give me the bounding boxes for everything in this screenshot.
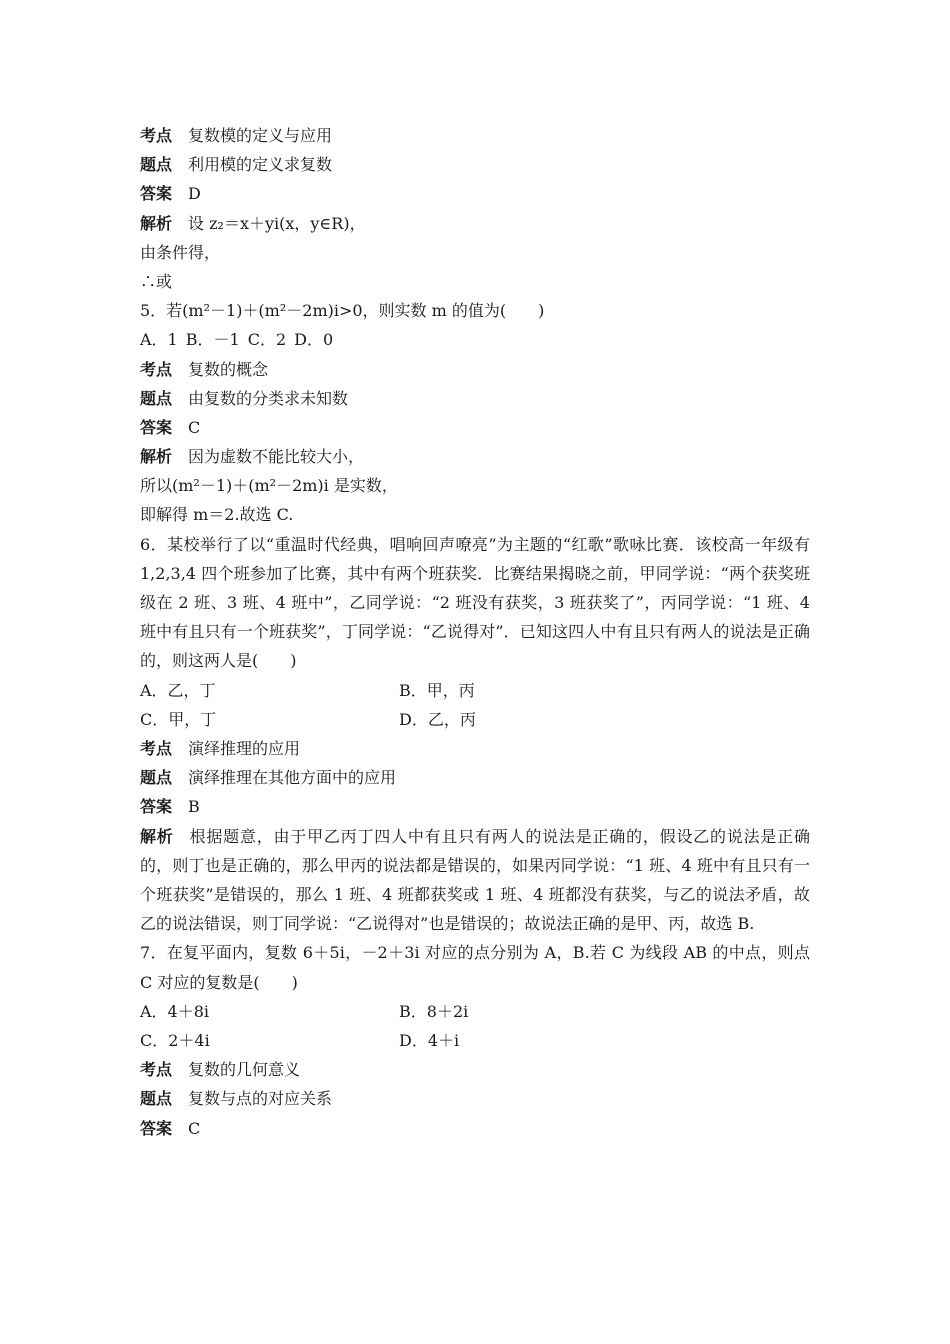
analysis-line <box>140 442 810 471</box>
option-c: C．2＋4i <box>140 1030 210 1050</box>
analysis-line <box>140 209 810 238</box>
answer-text: B <box>188 797 200 817</box>
tidian-text: 利用模的定义求复数 <box>188 155 333 175</box>
tidian-line <box>140 763 810 792</box>
analysis-text: 因为虚数不能比较大小， <box>188 447 365 467</box>
kaodian-label: 考点 <box>140 1060 173 1080</box>
question-7-options-row1 <box>140 997 810 1026</box>
question-5-stem: 5．若(m²－1)＋(m²－2m)i>0，则实数 m 的值为( ) <box>140 301 545 321</box>
kaodian-text: 复数的几何意义 <box>188 1060 301 1080</box>
question-7-stem: 7．在复平面内，复数 6＋5i，－2＋3i 对应的点分别为 A，B.若 C 为线段 AB 的中点，则点 C 对应的复数是( ) <box>140 943 810 992</box>
analysis-text: 根据题意，由于甲乙丙丁四人中有且只有两人的说法是正确的，假设乙的说法是正确的，则丁也是正确的，那么甲丙的说法都是错误的，如果丙同学说：“1 班、4 班中有且只有一个班获奖”是错误的，那么 1 班、4 班都获奖或 1 班、4 班都没有获奖，与乙的说法矛盾，故乙的说法错误，则丁同学说：“乙说得对”也是错误的；故说法正确的是甲、丙，故选 B. <box>140 826 810 934</box>
analysis-label: 解析 <box>140 447 173 467</box>
option-c: C．甲，丁 <box>140 709 217 729</box>
option-d: D．乙，丙 <box>399 709 476 729</box>
answer-label: 答案 <box>140 1118 173 1138</box>
tidian-text: 演绎推理在其他方面中的应用 <box>188 768 397 788</box>
question-7-options-row2 <box>140 1026 810 1055</box>
tidian-label: 题点 <box>140 388 173 408</box>
tidian-label: 题点 <box>140 155 173 175</box>
option-a: A．4＋8i <box>140 1001 210 1021</box>
answer-line <box>140 179 810 208</box>
tidian-line <box>140 150 810 179</box>
answer-label: 答案 <box>140 184 173 204</box>
option-a: A．乙，丁 <box>140 680 216 700</box>
kaodian-text: 复数的概念 <box>188 359 269 379</box>
analysis-text-line: 即解得 m＝2.故选 C. <box>140 505 294 525</box>
analysis-label: 解析 <box>140 826 174 846</box>
analysis-text-line: 所以(m²－1)＋(m²－2m)i 是实数， <box>140 476 398 496</box>
answer-line <box>140 792 810 821</box>
question-6-options-row2 <box>140 705 810 734</box>
option-c: C．2 <box>247 330 287 350</box>
kaodian-line <box>140 734 810 763</box>
answer-line <box>140 413 810 442</box>
tidian-label: 题点 <box>140 1089 173 1109</box>
tidian-text: 由复数的分类求未知数 <box>188 388 349 408</box>
kaodian-line <box>140 1055 810 1084</box>
option-d: D．0 <box>294 330 334 350</box>
option-a: A．1 <box>140 330 178 350</box>
question-6-options-row1 <box>140 676 810 705</box>
option-b: B．8＋2i <box>399 1001 469 1021</box>
question-6-stem: 6．某校举行了以“重温时代经典，唱响回声嘹亮”为主题的“红歌”歌咏比赛．该校高一年级有 1,2,3,4 四个班参加了比赛，其中有两个班获奖．比赛结果揭晓之前，甲同学说：“两个获奖班级在 2 班、3 班、4 班中”，乙同学说：“2 班没有获奖，3 班获奖了”，丙同学说：“1 班、4 班中有且只有一个班获奖”，丁同学说：“乙说得对”．已知这四人中有且只有两人的说法是正确的，则这两人是( ) <box>140 534 810 671</box>
analysis-text: 设 z₂＝x＋yi(x，y∈R)， <box>188 213 366 233</box>
answer-label: 答案 <box>140 417 173 437</box>
answer-text: C <box>188 417 201 437</box>
answer-text: C <box>188 1118 201 1138</box>
kaodian-line <box>140 355 810 384</box>
analysis-paragraph <box>140 822 810 939</box>
option-b: B．甲，丙 <box>399 680 475 700</box>
tidian-line <box>140 384 810 413</box>
analysis-text-line: ∴或 <box>140 271 173 291</box>
analysis-text-line: 由条件得， <box>140 242 221 262</box>
question-5-options <box>140 325 810 354</box>
page-content <box>140 121 810 1143</box>
option-b: B．－1 <box>185 330 240 350</box>
kaodian-text: 复数模的定义与应用 <box>188 126 333 145</box>
kaodian-label: 考点 <box>140 359 173 379</box>
tidian-text: 复数与点的对应关系 <box>188 1089 333 1109</box>
answer-text: D <box>188 184 201 204</box>
tidian-label: 题点 <box>140 768 173 788</box>
answer-label: 答案 <box>140 797 173 817</box>
kaodian-label: 考点 <box>140 126 173 145</box>
option-d: D．4＋i <box>399 1030 460 1050</box>
kaodian-label: 考点 <box>140 739 173 759</box>
answer-line <box>140 1114 810 1143</box>
tidian-line <box>140 1084 810 1113</box>
kaodian-line <box>140 121 810 150</box>
analysis-label: 解析 <box>140 213 173 233</box>
kaodian-text: 演绎推理的应用 <box>188 739 301 759</box>
